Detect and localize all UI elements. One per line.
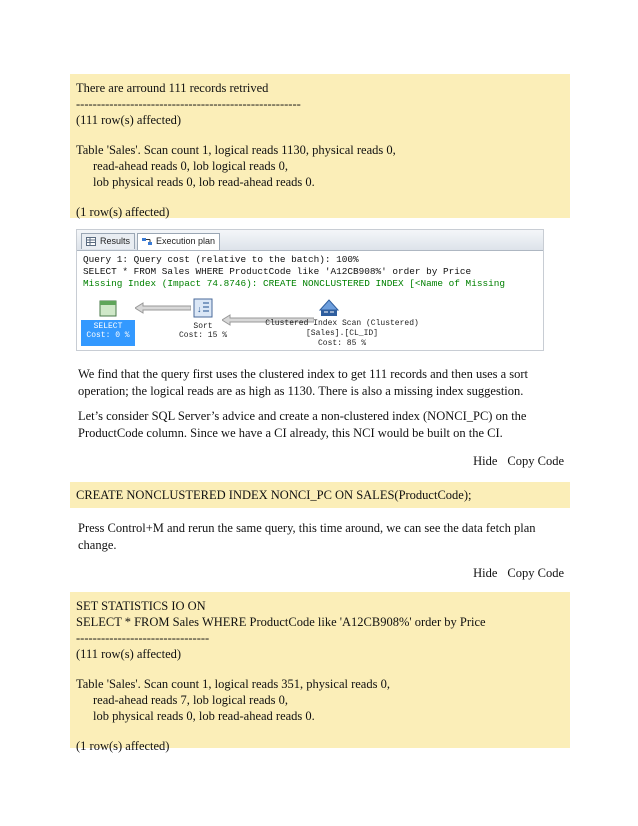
code-block-create-index xyxy=(70,482,570,508)
query-cost-line: Query 1: Query cost (relative to the batch): 100% xyxy=(83,254,359,265)
query-sql-line: SELECT * FROM Sales WHERE ProductCode like 'A12CB908%' order by Price xyxy=(83,266,472,277)
stats-line-3: lob physical reads 0, lob read-ahead reads 0. xyxy=(93,175,315,189)
set-statistics-line: SET STATISTICS IO ON xyxy=(76,599,206,613)
code-block-statistics xyxy=(70,592,570,753)
missing-index-line[interactable]: Missing Index (Impact 74.8746): CREATE NONCLUSTERED INDEX [<Name of Missing xyxy=(83,278,505,289)
clustered-index-scan-icon xyxy=(318,298,340,318)
stats-line-2: read-ahead reads 0, lob logical reads 0, xyxy=(93,159,289,173)
plan-icon xyxy=(142,237,152,246)
sort-node-cost: Cost: 15 % xyxy=(178,331,227,340)
copy-code-link[interactable]: Copy Code xyxy=(507,566,564,580)
code-actions-2 xyxy=(463,565,564,581)
grid-icon xyxy=(86,237,96,246)
svg-text:↓: ↓ xyxy=(197,304,202,314)
select-node-label: SELECT xyxy=(93,322,123,331)
rows-affected: (111 row(s) affected) xyxy=(76,113,182,127)
sort-icon xyxy=(193,298,213,318)
execution-plan-screenshot xyxy=(76,229,544,351)
select-query-line: SELECT * FROM Sales WHERE ProductCode like 'A12CB908%' order by Price xyxy=(76,615,486,629)
sort-node-label: Sort xyxy=(193,322,213,331)
paragraph-1: We find that the query first uses the clustered index to get 111 records and then uses a sort operation; the logical reads are as high as 1130. There is also a missing index suggestion. xyxy=(78,367,529,398)
stats-line-3: lob physical reads 0, lob read-ahead reads 0. xyxy=(93,709,315,723)
stats-line-1: Table 'Sales'. Scan count 1, logical reads 1130, physical reads 0, xyxy=(76,143,396,157)
dash-separator: ------------------------------------------------------ xyxy=(76,97,301,111)
scan-node-object: [Sales].[CL_ID] xyxy=(305,329,378,338)
hide-link[interactable]: Hide xyxy=(473,454,498,468)
tab-results[interactable]: Results xyxy=(81,233,135,249)
copy-code-link[interactable]: Copy Code xyxy=(507,454,564,468)
rows-affected-2: (1 row(s) affected) xyxy=(76,205,170,219)
output-block-1 xyxy=(70,74,570,218)
create-index-statement: CREATE NONCLUSTERED INDEX NONCI_PC ON SALES(ProductCode); xyxy=(76,488,472,502)
code-actions-1 xyxy=(463,453,564,469)
stats-line-2: read-ahead reads 7, lob logical reads 0, xyxy=(93,693,289,707)
dash-separator: -------------------------------- xyxy=(76,631,210,645)
rows-affected: (111 row(s) affected) xyxy=(76,647,182,661)
flow-arrow-1 xyxy=(135,302,191,314)
select-node-cost: Cost: 0 % xyxy=(86,331,130,340)
paragraph-3: Press Control+M and rerun the same query, this time around, we can see the data fetch plan change. xyxy=(78,521,536,552)
scan-node-label: Clustered Index Scan (Clustered) xyxy=(265,319,419,328)
stats-line-1: Table 'Sales'. Scan count 1, logical reads 351, physical reads 0, xyxy=(76,677,390,691)
rows-affected-2: (1 row(s) affected) xyxy=(76,739,170,753)
hide-link[interactable]: Hide xyxy=(473,566,498,580)
records-line: There are arround 111 records retrived xyxy=(76,81,269,95)
tab-execution-plan[interactable]: Execution plan xyxy=(137,233,220,250)
result-tabs xyxy=(77,230,543,251)
scan-node-cost: Cost: 85 % xyxy=(317,339,366,348)
paragraph-2: Let’s consider SQL Server’s advice and create a non-clustered index (NONCI_PC) on the ProductCode column. Since we have a CI already, this NCI would be built on the CI. xyxy=(78,409,527,440)
select-icon xyxy=(99,300,117,317)
